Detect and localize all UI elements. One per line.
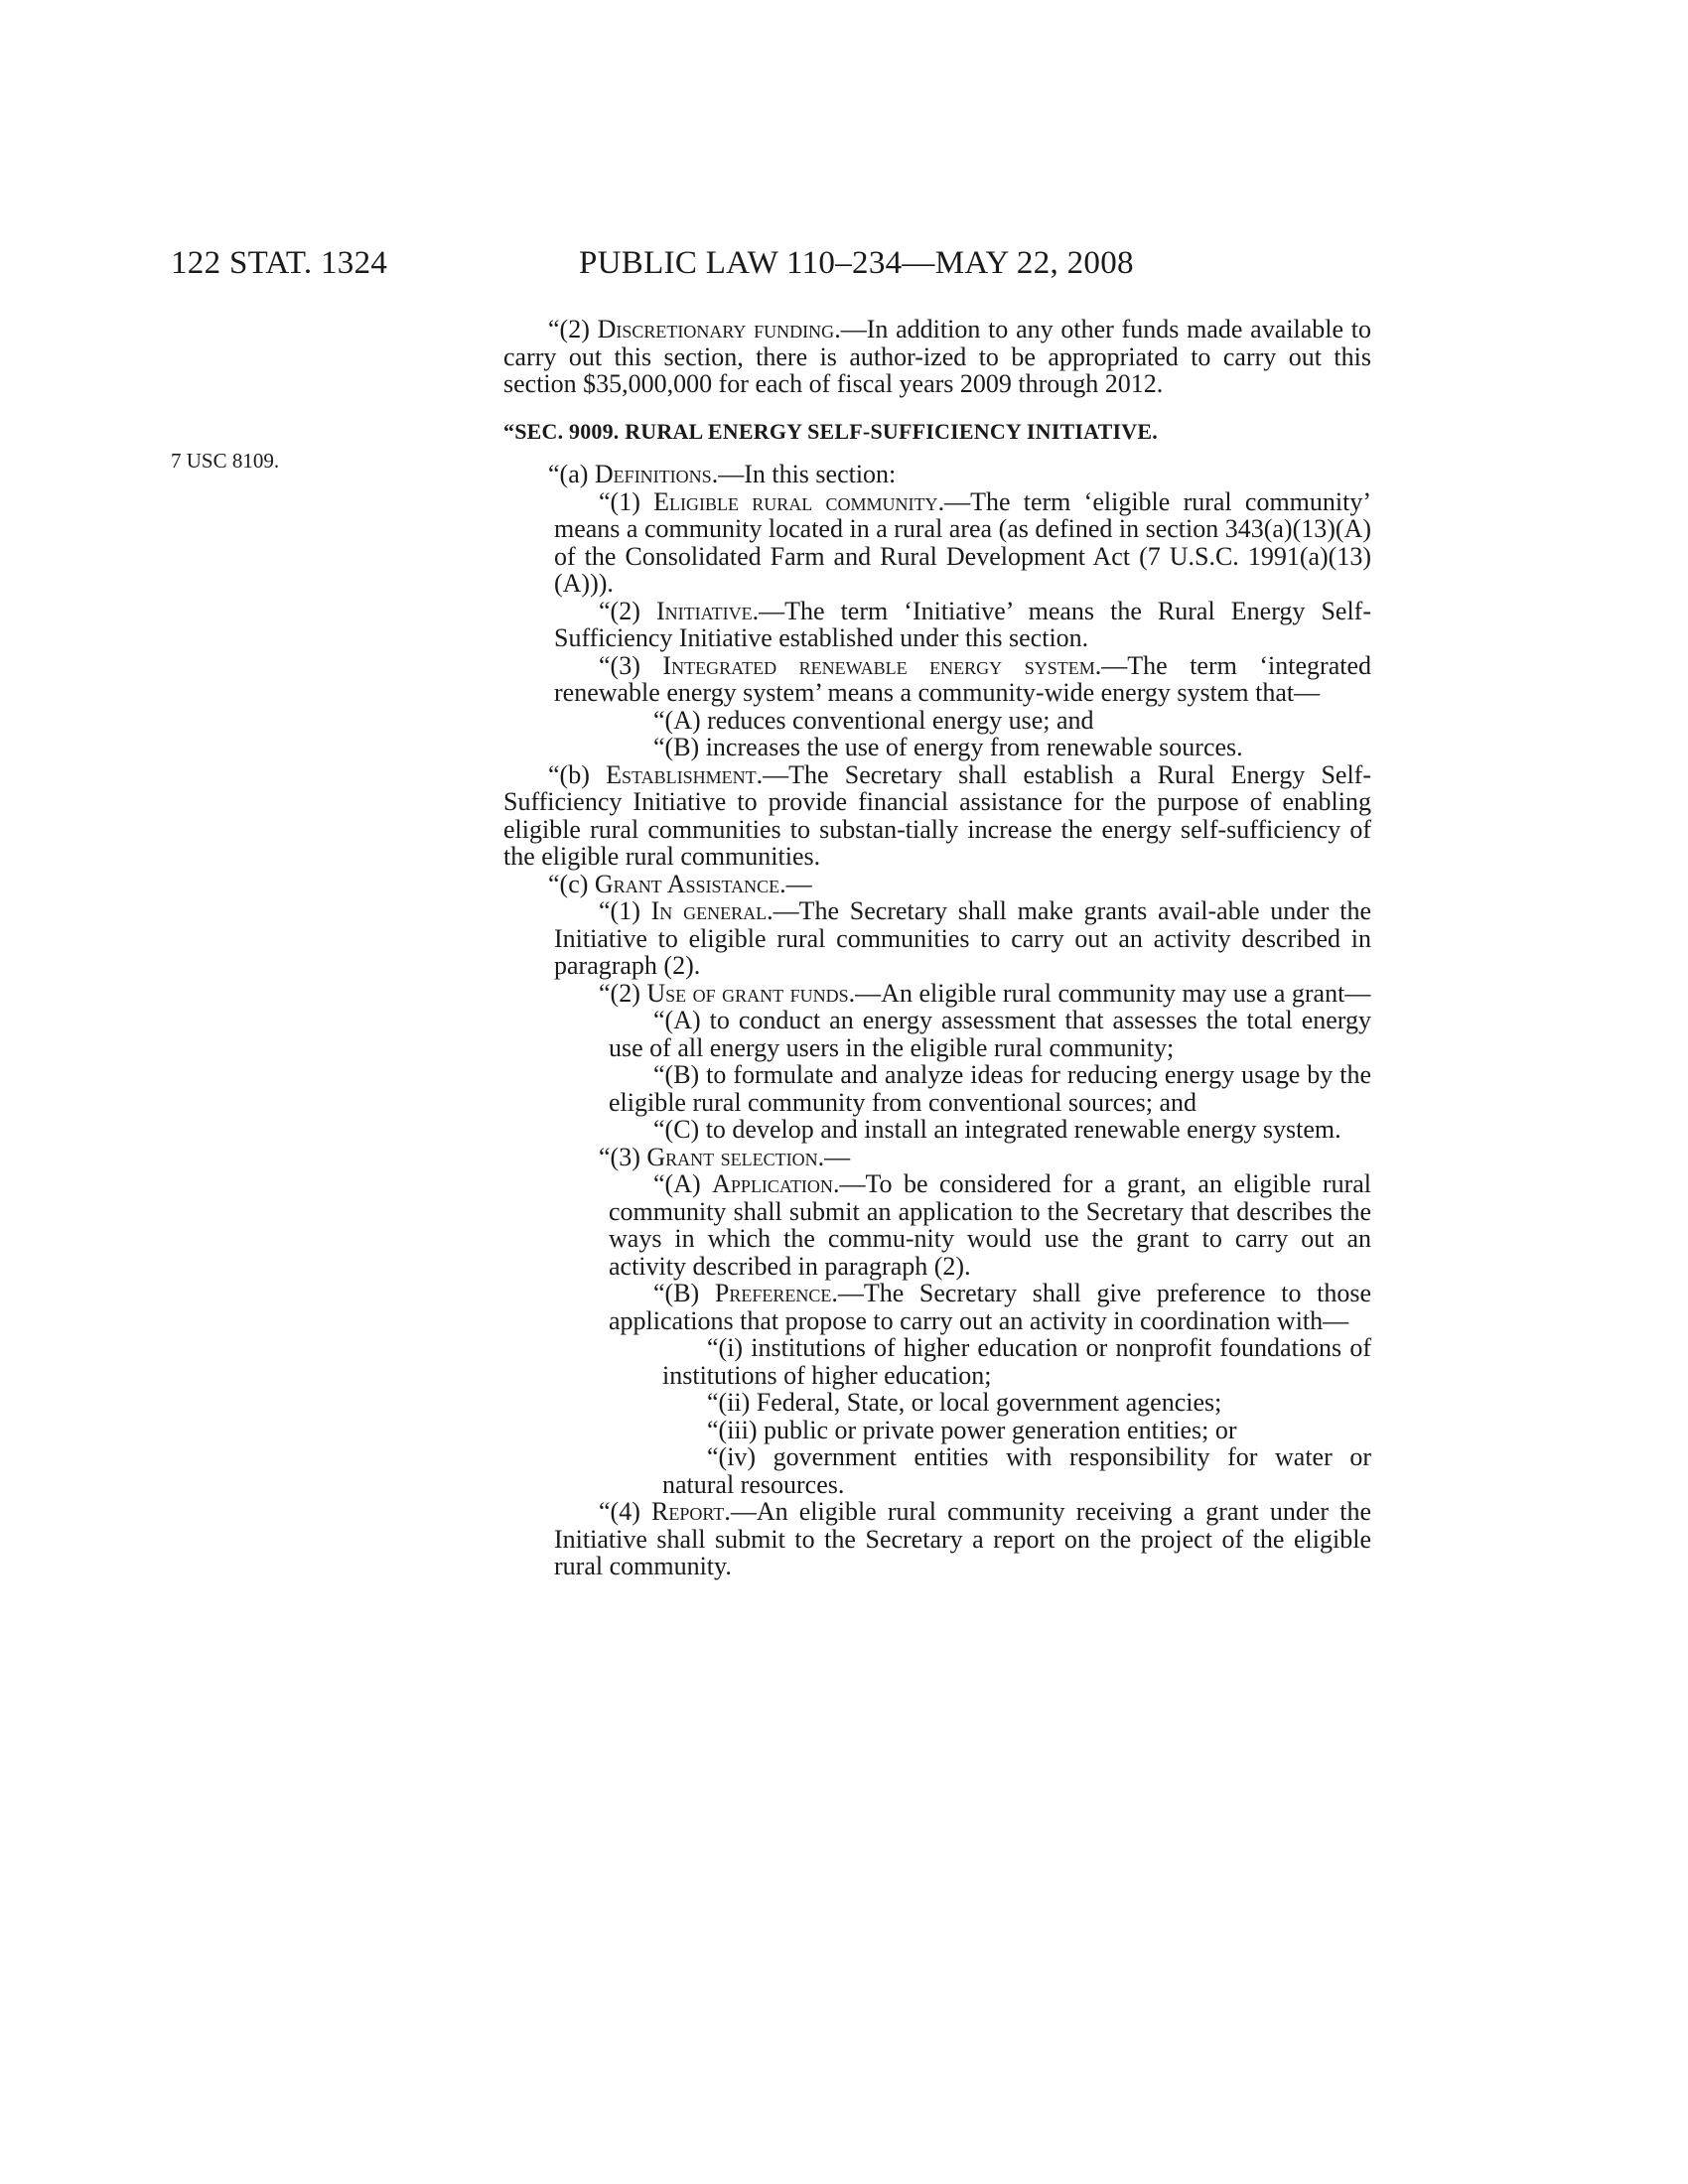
clause-c3B: “(B) Preference.—The Secretary shall give preference to those applications that propose to carry out an activity in coordination with—: [609, 1279, 1371, 1335]
statute-text: [503, 316, 1371, 1580]
paragraph-c3: “(3) Grant selection.—: [599, 1142, 851, 1171]
clause-c3A: “(A) Application.—To be considered for a grant, an eligible rural community shall submit an application to the Secretary that describes the ways in which the commu-nity would use the grant to carry out an activity described in paragraph (2).: [609, 1169, 1371, 1281]
page-reference: 122 STAT. 1324: [171, 245, 388, 281]
subsection-c: “(c) Grant Assistance.—: [548, 869, 812, 898]
clause-a3A: “(A) reduces conventional energy use; and: [653, 705, 1094, 735]
margin-citation: 7 USC 8109.: [171, 449, 280, 473]
paragraph-a2: “(2) Initiative.—The term ‘Initiative’ means the Rural Energy Self-Sufficiency Initiative established under this section.: [554, 596, 1371, 652]
paragraph-c1: “(1) In general.—The Secretary shall make grants avail-able under the Initiative to eligible rural communities to carry out an activity described in paragraph (2).: [554, 896, 1372, 980]
paragraph-c2: “(2) Use of grant funds.—An eligible rural community may use a grant—: [599, 978, 1371, 1008]
clause-c2B: “(B) to formulate and analyze ideas for reducing energy usage by the eligible rural community from conventional sources; and: [609, 1060, 1371, 1117]
subsection-a: “(a) Definitions.—In this section:: [548, 460, 897, 488]
paragraph-c4: “(4) Report.—An eligible rural community receiving a grant under the Initiative shall submit to the Secretary a report on the project of the eligible rural community.: [554, 1497, 1372, 1580]
subclause-c3Bi: “(i) institutions of higher education or nonprofit foundations of institutions of higher education;: [662, 1333, 1371, 1390]
clause-c2A: “(A) to conduct an energy assessment that assesses the total energy use of all energy users in the eligible rural community;: [609, 1006, 1371, 1062]
subclause-c3Biii: “(iii) public or private power generation entities; or: [707, 1415, 1237, 1444]
paragraph-discretionary-funding: “(2) Discretionary funding.—In addition to any other funds made available to carry out this section, there is author-ized to be appropriated to carry out this section $35,000,000 for each of fiscal years 2009 through 2012.: [503, 315, 1371, 398]
subclause-c3Biv: “(iv) government entities with responsibility for water or natural resources.: [662, 1442, 1371, 1499]
clause-c2C: “(C) to develop and install an integrated renewable energy system.: [653, 1115, 1341, 1144]
clause-a3B: “(B) increases the use of energy from renewable sources.: [653, 733, 1243, 761]
subclause-c3Bii: “(ii) Federal, State, or local government agencies;: [707, 1388, 1222, 1417]
paragraph-a3: “(3) Integrated renewable energy system.—The term ‘integrated renewable energy system’ means a community-wide energy system that—: [554, 650, 1371, 707]
subsection-b: “(b) Establishment.—The Secretary shall establish a Rural Energy Self-Sufficiency Initiative to provide financial assistance for the purpose of enabling eligible rural communities to substan-tially increase the energy self-sufficiency of the eligible rural communities.: [503, 759, 1371, 871]
page-title: PUBLIC LAW 110–234—MAY 22, 2008: [579, 245, 1134, 281]
paragraph-a1: “(1) Eligible rural community.—The term ‘eligible rural community’ means a community located in a rural area (as defined in section 343(a)(13)(A) of the Consolidated Farm and Rural Development Act (7 U.S.C. 1991(a)(13)(A))).: [554, 486, 1372, 598]
section-heading: “SEC. 9009. RURAL ENERGY SELF-SUFFICIENCY INITIATIVE.: [503, 418, 1158, 444]
